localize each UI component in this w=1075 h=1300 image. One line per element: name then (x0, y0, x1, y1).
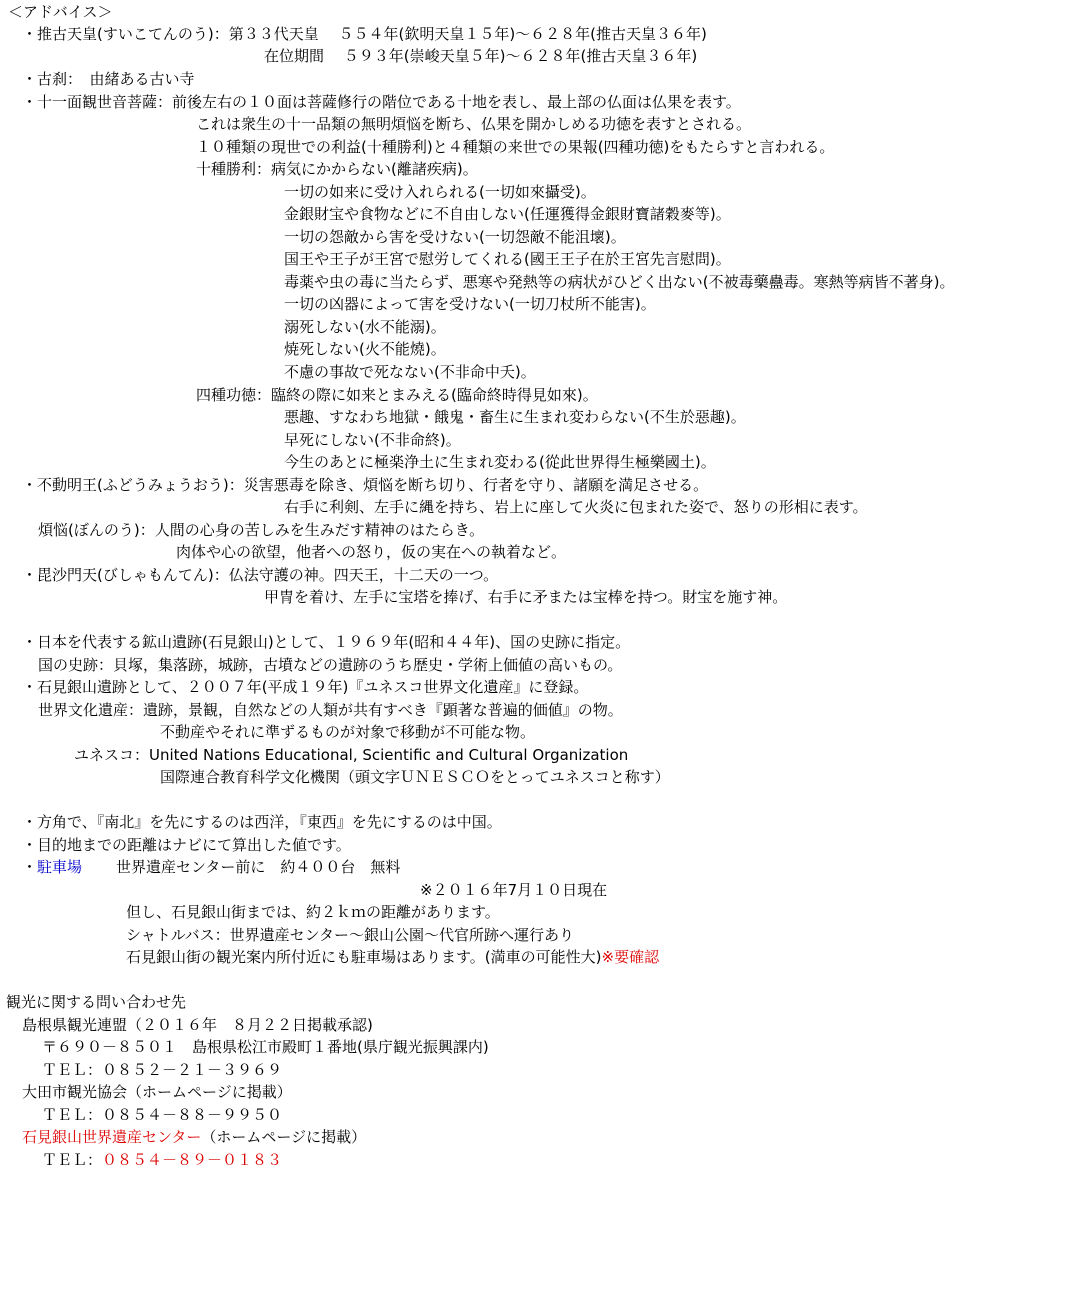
parking-label: 駐車場 (37, 858, 83, 876)
suiko-line-1: ・推古天皇(すいこてんのう)：第３３代天皇 ５５４年(欽明天皇１５年)～６２８年(推古天皇３６年) (22, 25, 707, 43)
contact-oda: 大田市観光協会（ホームページに掲載） (22, 1083, 292, 1101)
unesco-line-2: 国際連合教育科学文化機関（頭文字ＵＮＥＳＣＯをとってユネスコと称す） (160, 768, 670, 786)
contact-iwami-tel-number: ０８５４－８９－０１８３ (102, 1151, 283, 1169)
iseki-line-2: 国の史跡：貝塚，集落跡，城跡，古墳などの遺跡のうち歴史・学術上価値の高いもの。 (38, 656, 623, 674)
shouri-item: 国王や王子が王宮で慰労してくれる(國王王子在於王宮先言慰問)。 (284, 250, 731, 268)
kannon-line-3: １０種類の現世での利益(十種勝利)と４種類の来世での果報(四種功徳)をもたらすと言われる。 (196, 138, 835, 156)
parking-line-1 (22, 857, 400, 877)
contact-iwami-tel (42, 1150, 282, 1170)
fudo-line-2: 右手に利剣、左手に縄を持ち、岩上に座して火炎に包まれた姿で、怒りの形相に表す。 (284, 498, 868, 516)
bishamon-line-2: 甲冑を着け、左手に宝塔を捧げ、右手に矛または宝棒を持つ。財宝を施す神。 (264, 588, 788, 606)
kannon-line-2: これは衆生の十一品類の無明煩悩を断ち、仏果を開かしめる功徳を表すとされる。 (196, 115, 752, 133)
contact-iwami-center (22, 1127, 366, 1147)
contact-oda-tel: ＴＥＬ：０８５４－８８－９９５０ (42, 1106, 283, 1124)
contact-iwami-center-name: 石見銀山世界遺産センター (22, 1128, 202, 1146)
parking-line-4-text: 石見銀山街の観光案内所付近にも駐車場はあります。(満車の可能性大) (126, 948, 602, 966)
shouri-item: 毒薬や虫の毒に当たらず、悪寒や発熱等の病状がひどく出ない(不被毒藥蠱毒。寒熱等病皆不著身)。 (284, 273, 955, 291)
advice-heading: ＜アドバイス＞ (8, 3, 113, 21)
contact-shimane: 島根県観光連盟（２０１６年 ８月２２日掲載承認) (22, 1016, 373, 1034)
parking-warning: ※要確認 (601, 948, 660, 966)
suiko-line-2: 在位期間 ５９３年(崇峻天皇５年)～６２８年(推古天皇３６年) (264, 47, 698, 65)
parking-line-2: 但し、石見銀山街までは、約２ｋｍの距離があります。 (126, 903, 500, 921)
bonno-line-2: 肉体や心の欲望，他者への怒り，仮の実在への執着など。 (176, 543, 567, 561)
parking-date: ※２０１６年7月１０日現在 (420, 881, 608, 899)
bonno-line-1: 煩悩(ぼんのう)：人間の心身の苦しみを生みだす精神のはたらき。 (38, 521, 485, 539)
contact-iwami-center-note: （ホームページに掲載） (201, 1128, 367, 1146)
unesco-line-1: ユネスコ：United Nations Educational, Scientific and Cultural Organization (74, 746, 629, 764)
kudoku-item: 悪趣、すなわち地獄・餓鬼・畜生に生まれ変わらない(不生於惡趣)。 (284, 408, 746, 426)
isan-line-1: ・石見銀山遺跡として、２００７年(平成１９年)『ユネスコ世界文化遺産』に登録。 (22, 678, 589, 696)
parking-bullet: ・ (22, 858, 38, 876)
shouri-item: 金銀財宝や食物などに不自由しない(任運獲得金銀財寶諸穀麥等)。 (284, 205, 731, 223)
isan-line-2: 世界文化遺産：遺跡，景観，自然などの人類が共有すべき『顕著な普遍的価値』の物。 (38, 701, 623, 719)
parking-text: 世界遺産センター前に 約４００台 無料 (116, 858, 401, 876)
parking-line-4 (126, 947, 659, 967)
kyori-line: ・目的地までの距離はナビにて算出した値です。 (22, 836, 351, 854)
iseki-line-1: ・日本を代表する鉱山遺跡(石見銀山)として、１９６９年(昭和４４年)、国の史跡に指定。 (22, 633, 631, 651)
kosatsu-line: ・古刹： 由緒ある古い寺 (22, 70, 195, 88)
kudoku-item: 今生のあとに極楽浄土に生まれ変わる(從此世界得生極樂國土)。 (284, 453, 716, 471)
shouri-item: 一切の凶器によって害を受けない(一切刀杖所不能害)。 (284, 295, 656, 313)
kudoku-item: 四種功徳：臨終の際に如来とまみえる(臨命終時得見如來)。 (196, 386, 598, 404)
fudo-line-1: ・不動明王(ふどうみょうおう)：災害悪毒を除き、煩悩を断ち切り、行者を守り、諸願を満足させる。 (22, 476, 709, 494)
contact-heading: 観光に関する問い合わせ先 (6, 993, 187, 1011)
shouri-item: 焼死しない(火不能燒)。 (284, 340, 446, 358)
parking-line-3: シャトルバス：世界遺産センター～銀山公園～代官所跡へ運行あり (126, 926, 575, 944)
shouri-item: 十種勝利：病気にかからない(離諸疾病)。 (196, 160, 478, 178)
kudoku-item: 早死にしない(不非命終)。 (284, 431, 461, 449)
shouri-item: 溺死しない(水不能溺)。 (284, 318, 446, 336)
contact-iwami-tel-label: ＴＥＬ： (42, 1151, 103, 1169)
contact-shimane-address: 〒６９０－８５０１ 島根県松江市殿町１番地(県庁観光振興課内) (42, 1038, 489, 1056)
hougaku-line: ・方角で、『南北』を先にするのは西洋，『東西』を先にするのは中国。 (22, 813, 502, 831)
shouri-item: 一切の如来に受け入れられる(一切如來攝受)。 (284, 183, 596, 201)
bishamon-line-1: ・毘沙門天(びしゃもんてん)：仏法守護の神。四天王，十二天の一つ。 (22, 566, 499, 584)
contact-shimane-tel: ＴＥＬ：０８５２－２１－３９６９ (42, 1061, 283, 1079)
shouri-item: 一切の怨敵から害を受けない(一切怨敵不能沮壞)。 (284, 228, 626, 246)
kannon-line-1: ・十一面観世音菩薩：前後左右の１０面は菩薩修行の階位である十地を表し、最上部の仏面は仏果を表す。 (22, 93, 741, 111)
isan-line-3: 不動産やそれに準ずるものが対象で移動が不可能な物。 (160, 723, 536, 741)
shouri-item: 不慮の事故で死なない(不非命中夭)。 (284, 363, 536, 381)
